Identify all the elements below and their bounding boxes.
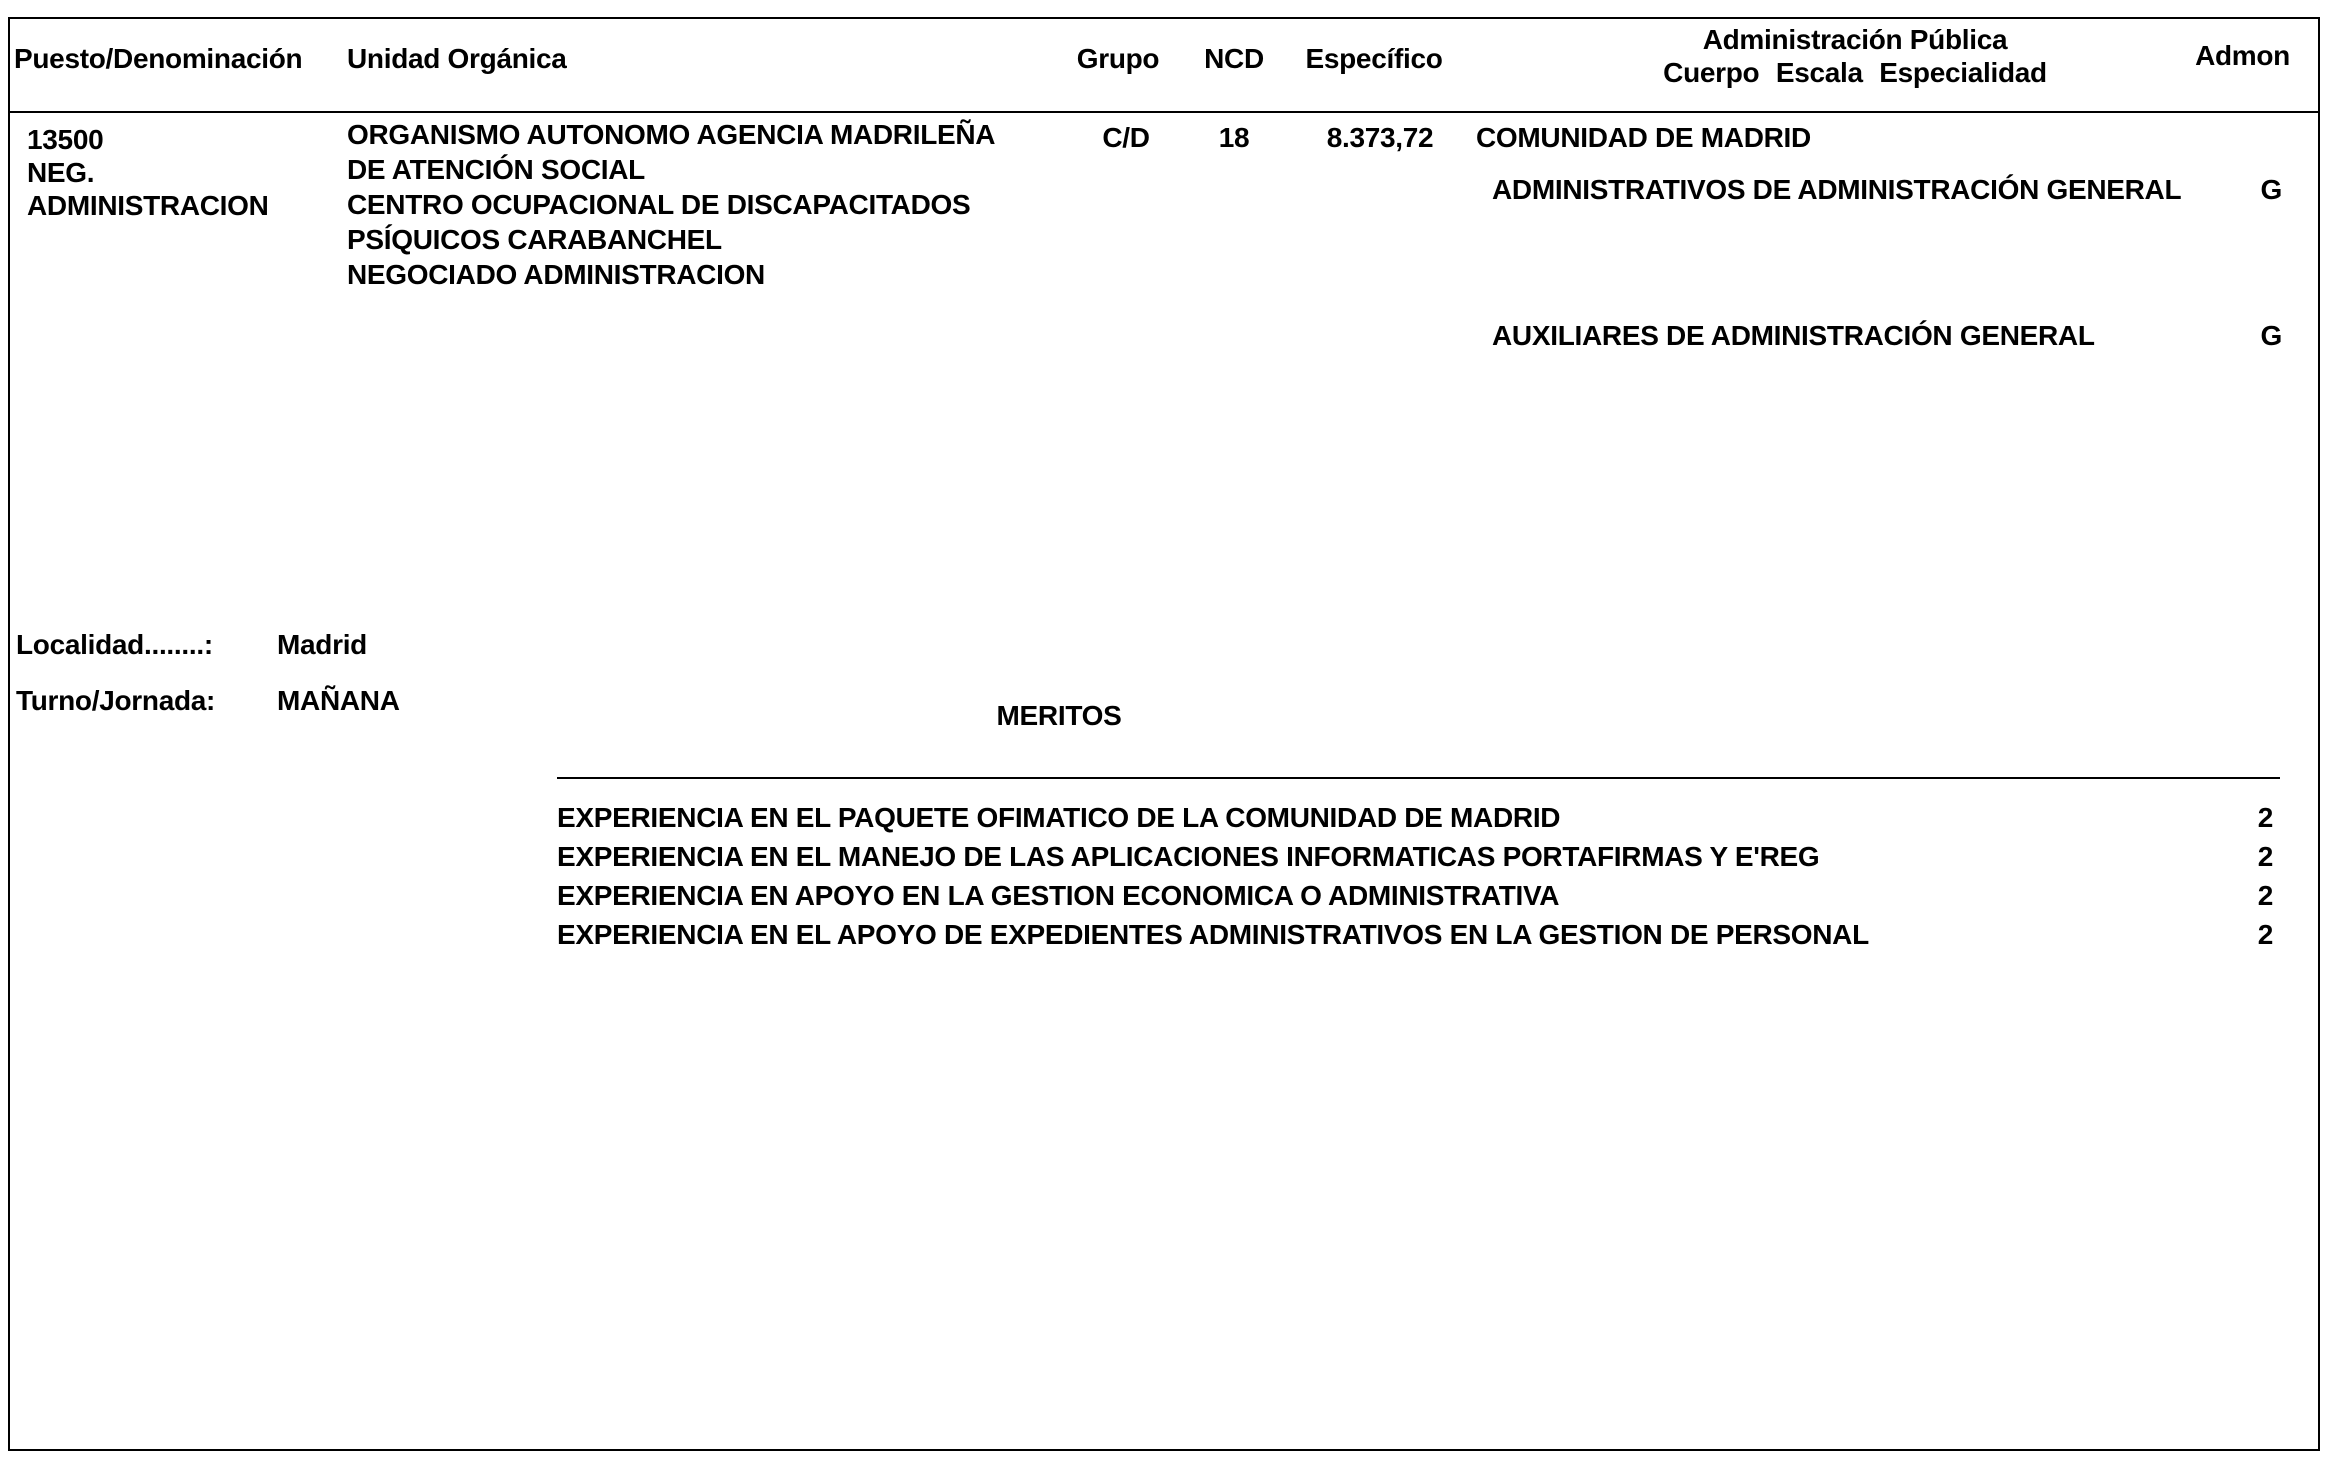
unidad-organica-line: CENTRO OCUPACIONAL DE DISCAPACITADOS bbox=[347, 189, 971, 220]
unidad-organica-line: NEGOCIADO ADMINISTRACION bbox=[347, 259, 765, 290]
unidad-organica-line: DE ATENCIÓN SOCIAL bbox=[347, 154, 645, 185]
denomination-line: ADMINISTRACION bbox=[27, 190, 269, 221]
unidad-organica-line: ORGANISMO AUTONOMO AGENCIA MADRILEÑA bbox=[347, 119, 996, 150]
grupo-value: C/D bbox=[1102, 122, 1150, 153]
merit-text: EXPERIENCIA EN APOYO EN LA GESTION ECONOMICA O ADMINISTRATIVA bbox=[557, 880, 1560, 911]
merit-points: 2 bbox=[2257, 919, 2273, 950]
meritos-title: MERITOS bbox=[996, 700, 1122, 731]
document-page bbox=[8, 17, 2320, 1451]
header-col-especifico: Específico bbox=[1305, 43, 1443, 74]
merit-text: EXPERIENCIA EN EL MANEJO DE LAS APLICACIONES INFORMATICAS PORTAFIRMAS Y E'REG bbox=[557, 841, 1820, 872]
puesto-cell bbox=[27, 123, 269, 222]
merit-points: 2 bbox=[2257, 802, 2273, 833]
header-separator-line bbox=[10, 111, 2318, 113]
header-col-unidad: Unidad Orgánica bbox=[347, 43, 567, 74]
especifico-value: 8.373,72 bbox=[1326, 122, 1434, 153]
meritos-rule bbox=[557, 777, 2280, 779]
merit-row bbox=[557, 876, 2273, 915]
header-admin-line1: Administración Pública bbox=[1702, 24, 2008, 55]
admon-value: G bbox=[2260, 320, 2282, 351]
merit-points: 2 bbox=[2257, 841, 2273, 872]
merit-text: EXPERIENCIA EN EL PAQUETE OFIMATICO DE LA COMUNIDAD DE MADRID bbox=[557, 802, 1561, 833]
header-col-ncd: NCD bbox=[1204, 43, 1264, 74]
cuerpos-list bbox=[1492, 174, 2282, 352]
cuerpo-name: AUXILIARES DE ADMINISTRACIÓN GENERAL bbox=[1492, 320, 2095, 351]
localidad-label: Localidad........: bbox=[16, 629, 213, 660]
meritos-list bbox=[557, 798, 2273, 954]
merit-row bbox=[557, 915, 2273, 954]
turno-value: MAÑANA bbox=[277, 685, 400, 716]
administracion-publica-value: COMUNIDAD DE MADRID bbox=[1476, 122, 1811, 153]
position-code: 13500 bbox=[27, 124, 104, 155]
merit-text: EXPERIENCIA EN EL APOYO DE EXPEDIENTES ADMINISTRATIVOS EN LA GESTION DE PERSONAL bbox=[557, 919, 1869, 950]
merit-points: 2 bbox=[2257, 880, 2273, 911]
cuerpo-name: ADMINISTRATIVOS DE ADMINISTRACIÓN GENERAL bbox=[1492, 174, 2182, 205]
admon-value: G bbox=[2260, 174, 2282, 205]
header-col-puesto: Puesto/Denominación bbox=[14, 43, 303, 74]
header-col-administracion-publica bbox=[1663, 23, 2047, 89]
turno-label: Turno/Jornada: bbox=[16, 685, 216, 716]
denomination-line: NEG. bbox=[27, 157, 95, 188]
localidad-value: Madrid bbox=[277, 629, 367, 660]
header-admin-line2: Cuerpo Escala Especialidad bbox=[1663, 57, 2047, 88]
unidad-organica-line: PSÍQUICOS CARABANCHEL bbox=[347, 224, 722, 255]
merit-row bbox=[557, 837, 2273, 876]
ncd-value: 18 bbox=[1218, 122, 1250, 153]
header-col-admon: Admon bbox=[2195, 40, 2290, 71]
unidad-organica-cell bbox=[347, 117, 995, 292]
cuerpo-row bbox=[1492, 320, 2282, 352]
merit-row bbox=[557, 798, 2273, 837]
cuerpo-row bbox=[1492, 174, 2282, 206]
header-col-grupo: Grupo bbox=[1076, 43, 1160, 74]
denomination-lines bbox=[27, 156, 269, 222]
